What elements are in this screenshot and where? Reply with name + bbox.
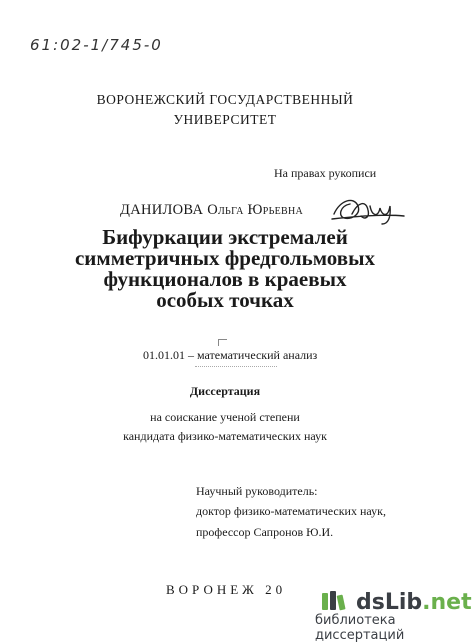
city-year: ВОРОНЕЖ 20 — [166, 582, 287, 597]
document-type: Диссертация — [189, 384, 261, 398]
degree-line1: на соискание ученой степени — [150, 410, 300, 424]
author-name — [120, 202, 303, 219]
books-logo-icon — [320, 590, 350, 612]
dissertation-title — [0, 227, 450, 311]
university-name-line2: УНИВЕРСИТЕТ — [173, 112, 277, 127]
supervisor-degree: доктор физико-математических наук, — [196, 504, 386, 518]
watermark-subtitle: библиотека диссертаций — [315, 613, 405, 643]
author-surname: ДАНИЛОВА — [120, 202, 204, 218]
title-line: особых точках — [156, 288, 294, 312]
title-line: Бифуркации экстремалей — [102, 225, 348, 249]
handwritten-catalog-note: 61:02-1/745-0 — [30, 36, 163, 54]
title-line: функционалов в краевых — [103, 267, 347, 291]
university-name-line1: ВОРОНЕЖСКИЙ ГОСУДАРСТВЕННЫЙ — [96, 92, 354, 107]
author-given-names: Ольга Юрьевна — [207, 202, 304, 218]
watermark-brand-prefix: dsLib — [356, 590, 423, 615]
supervisor-label: Научный руководитель: — [196, 484, 318, 498]
supervisor-name: профессор Сапронов Ю.И. — [196, 525, 334, 539]
title-line: симметричных фредгольмовых — [74, 246, 376, 270]
watermark-brand — [356, 590, 472, 615]
watermark-brand-suffix: .net — [422, 590, 472, 615]
specialty-code: 01.01.01 – математический анализ — [143, 348, 318, 362]
stamp-mark — [218, 339, 227, 346]
degree-line2: кандидата физико-математических наук — [123, 429, 327, 443]
manuscript-rights-note: На правах рукописи — [274, 166, 377, 180]
stamp-mark — [195, 366, 277, 371]
author-signature — [328, 192, 406, 228]
